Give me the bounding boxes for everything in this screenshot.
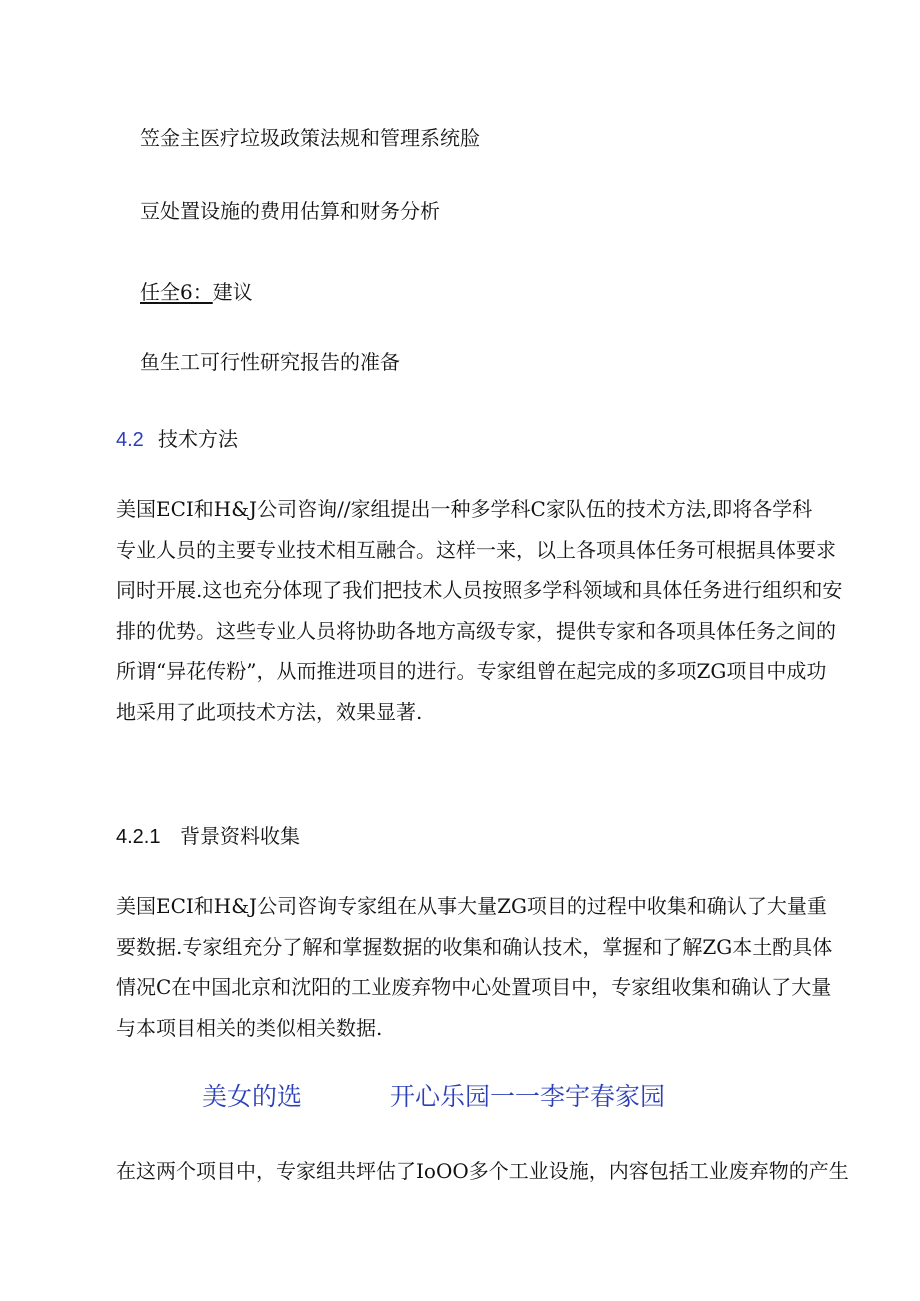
banner-left: 美女的选 xyxy=(202,1082,303,1111)
section-4-2-paragraph xyxy=(116,489,856,732)
section-4-2-1-heading xyxy=(116,824,300,849)
paragraph-line: 要数据.专家组充分了解和掌握数据的收集和确认技术，掌握和了解ZG本土酌具体 xyxy=(116,934,833,959)
section-number: 4.2.1 xyxy=(116,826,161,848)
section-number: 4.2 xyxy=(116,429,144,451)
task-line-4: 鱼生工可行性研究报告的准备 xyxy=(140,350,400,374)
paragraph-line: 美国ECI和H&J公司咨询专家组在从事大量ZG项目的过程中收集和确认了大量重 xyxy=(116,894,827,918)
task-6-label: 任全6： xyxy=(140,280,213,304)
paragraph-line: 美国ECI和H&J公司咨询//家组提出一种多学科C家队伍的技术方法,即将各学科 xyxy=(116,497,813,521)
paragraph-line: 情况C在中国北京和沈阳的工业废弃物中心处置项目中，专家组收集和确认了大量 xyxy=(116,975,832,999)
banner-right: 开心乐园一一李宇春家园 xyxy=(390,1082,666,1111)
paragraph-line: 所谓“异花传粉”，从而推进项目的进行。专家组曾在起完成的多项ZG项目中成功 xyxy=(116,659,827,683)
section-title: 背景资料收集 xyxy=(180,824,300,848)
paragraph-line: 地采用了此项技术方法，效果显著. xyxy=(116,699,423,724)
closing-paragraph xyxy=(116,1151,856,1192)
paragraph-line: 同时开展.这也充分体现了我们把技术人员按照多学科领域和具体任务进行组织和安 xyxy=(116,578,843,602)
section-4-2-heading xyxy=(116,427,238,452)
task-6-text: 建议 xyxy=(212,280,253,304)
paragraph-line: 专业人员的主要专业技术相互融合。这样一来，以上各项具体任务可根据具体要求 xyxy=(116,537,836,562)
paragraph-line: 在这两个项目中，专家组共坪估了IoOO多个工业设施，内容包括工业废弃物的产生 xyxy=(116,1159,849,1183)
section-4-2-1-paragraph xyxy=(116,886,856,1048)
task-line-3 xyxy=(140,280,253,304)
paragraph-line: 与本项目相关的类似相关数据. xyxy=(116,1015,383,1040)
section-title: 技术方法 xyxy=(158,427,238,451)
paragraph-line: 排的优势。这些专业人员将协助各地方高级专家，提供专家和各项具体任务之间的 xyxy=(116,618,836,643)
task-line-2: 豆处置设施的费用估算和财务分析 xyxy=(140,199,440,223)
task-line-1: 笠金主医疗垃圾政策法规和管理系统脸 xyxy=(140,126,480,150)
